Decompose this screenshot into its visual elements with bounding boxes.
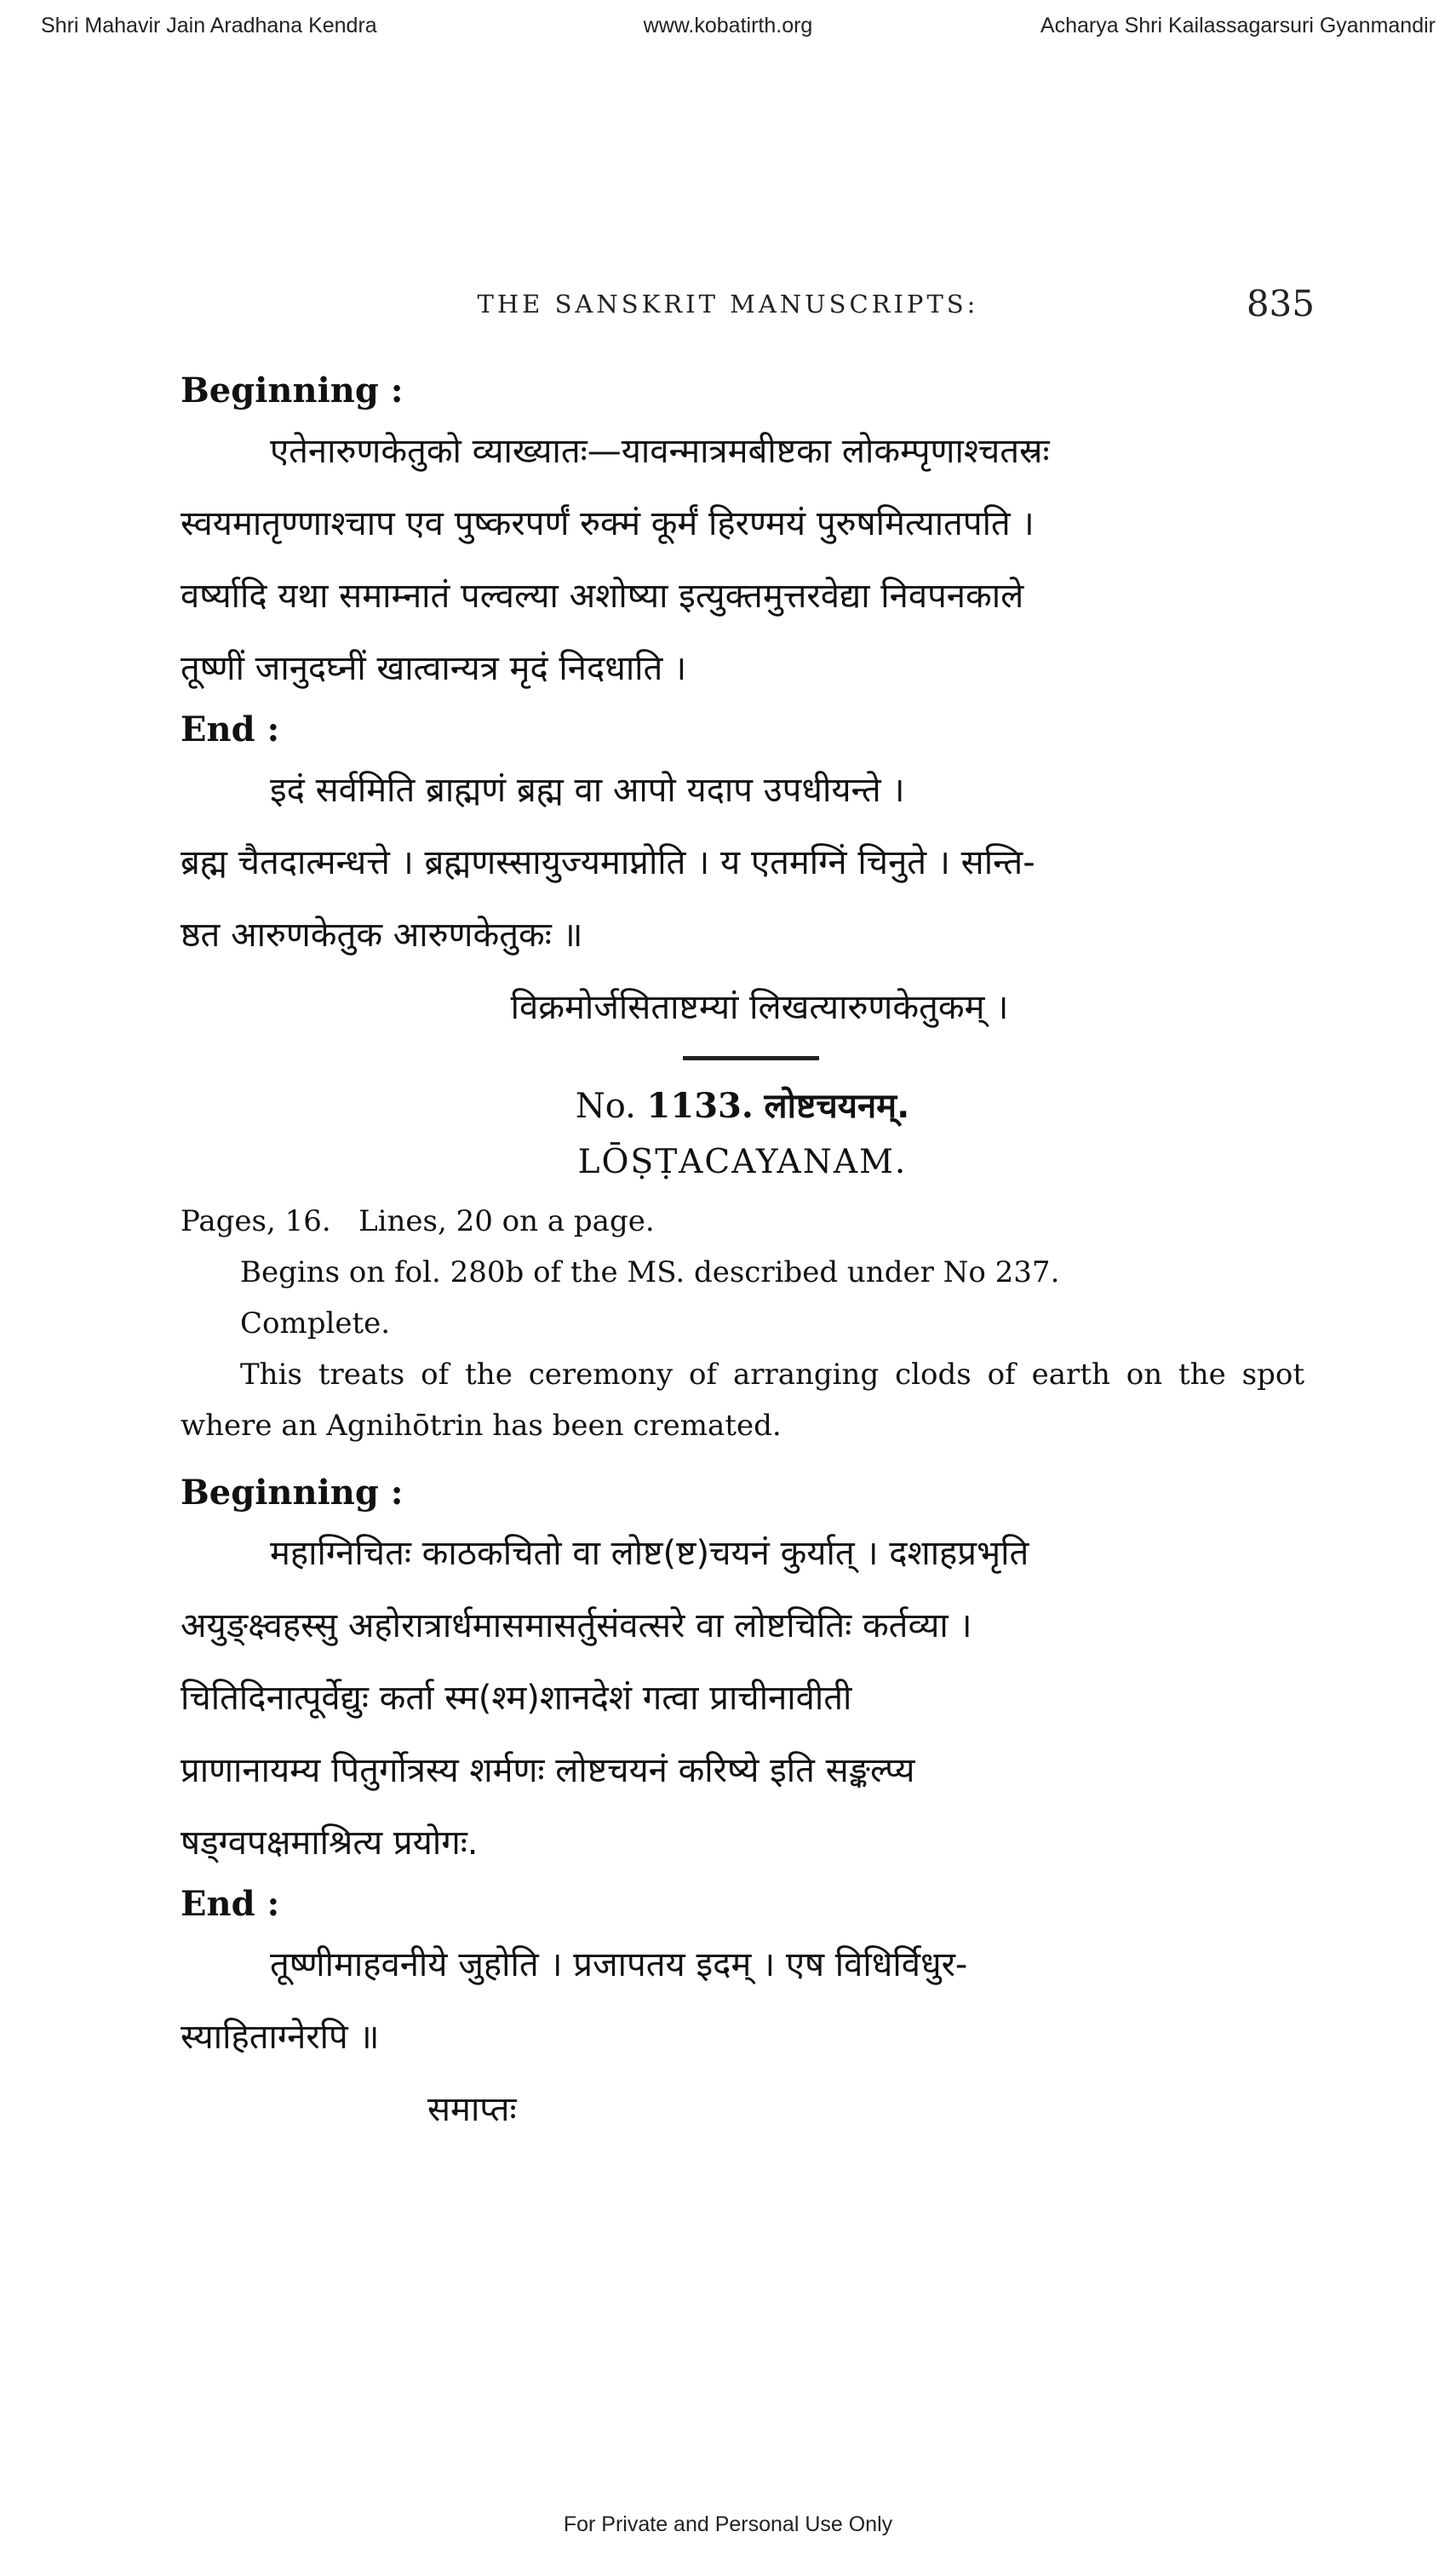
devanagari-line: तूष्णीं जानुदघ्नीं खात्वान्यत्र मृदं निदधाति ।: [181, 649, 687, 688]
entry-heading: [181, 1078, 1304, 1134]
spacer: [181, 1451, 1304, 1468]
entry-number-prefix: No.: [575, 1087, 636, 1126]
footer-notice: For Private and Personal Use Only: [563, 2512, 893, 2536]
running-head-title: THE SANSKRIT MANUSCRIPTS:: [477, 290, 979, 319]
devanagari-line: स्याहिताग्नेरपि ॥: [181, 2018, 380, 2057]
watermark-center: www.kobatirth.org: [643, 14, 813, 37]
entry-begins-on: Begins on fol. 280b of the MS. described under No 237.: [240, 1255, 1060, 1289]
devanagari-line: वर्ष्यादि यथा समाम्नातं पल्वल्या अशोष्या इत्युक्तमुत्तरवेद्या निवपनकाले: [181, 577, 1024, 616]
watermark-left: Shri Mahavir Jain Aradhana Kendra: [41, 14, 377, 37]
devanagari-line: इदं सर्वमिति ब्राह्मणं ब्रह्म वा आपो यदाप उपधीयन्ते ।: [270, 771, 905, 810]
entry-status: Complete.: [240, 1306, 391, 1341]
devanagari-line: षड्ग्वपक्षमाश्रित्य प्रयोगः.: [181, 1823, 479, 1863]
entry-description: This treats of the ceremony of arranging clods of earth on the spot where an Agnihōtrin has been cremated.: [181, 1358, 1304, 1443]
devanagari-line: ब्रह्म चैतदात्मन्धत्ते । ब्रह्मणस्सायुज्यमाप्नोति । य एतमग्निं चिनुते । सन्ति-: [181, 843, 1035, 882]
end-label: End :: [181, 1884, 280, 1924]
entry-title-devanagari: लोष्टचयनम्.: [764, 1087, 910, 1126]
devanagari-line: चितिदिनात्पूर्वेद्युः कर्ता स्म(श्म)शानदेशं गत्वा प्राचीनावीती: [181, 1679, 852, 1718]
page-content: [181, 366, 1304, 2146]
watermark-bar: [0, 14, 1456, 48]
devanagari-line: महाग्निचितः काठकचितो वा लोष्ट(ष्ट)चयनं कुर्यात् । दशाहप्रभृति: [270, 1534, 1029, 1573]
beginning-label: Beginning :: [181, 1473, 404, 1513]
beginning-label: Beginning :: [181, 370, 404, 411]
devanagari-line: प्राणानायम्य पितुर्गोत्रस्य शर्मणः लोष्टचयनं करिष्ये इति सङ्कल्प्य: [181, 1751, 915, 1790]
watermark-right: Acharya Shri Kailassagarsuri Gyanmandir: [1040, 14, 1436, 37]
closing-word: समाप्तः: [427, 2090, 517, 2129]
section-divider-wrap: [181, 1044, 1304, 1078]
entry-title-roman: LŌṢṬACAYANAM.: [577, 1143, 908, 1181]
page-number: 835: [1246, 283, 1315, 324]
running-head: [0, 283, 1456, 325]
end-label: End :: [181, 709, 280, 749]
entry-pages-lines: Pages, 16. Lines, 20 on a page.: [181, 1204, 655, 1238]
devanagari-line: अयुङ्क्ष्वहस्सु अहोरात्रार्धमासमासर्तुसंवत्सरे वा लोष्टचितिः कर्तव्या ।: [181, 1606, 972, 1645]
entry-number: 1133.: [646, 1086, 754, 1126]
devanagari-line: तूष्णीमाहवनीये जुहोति । प्रजापतय इदम् । एष विधिर्विधुर-: [270, 1945, 968, 1984]
section-divider: [683, 1056, 819, 1060]
colophon-line: विक्रमोर्जसिताष्टम्यां लिखत्यारुणकेतुकम् ।: [510, 988, 1009, 1027]
devanagari-line: एतेनारुणकेतुको व्याख्यातः—यावन्मात्रमबीष्टका लोकम्पृणाश्चतस्रः: [270, 432, 1050, 471]
devanagari-line: ष्ठत आरुणकेतुक आरुणकेतुकः ॥: [181, 916, 583, 955]
devanagari-line: स्वयमातृण्णाश्चाप एव पुष्करपर्णं रुक्मं कूर्मं हिरण्मयं पुरुषमित्यातपति ।: [181, 504, 1035, 543]
